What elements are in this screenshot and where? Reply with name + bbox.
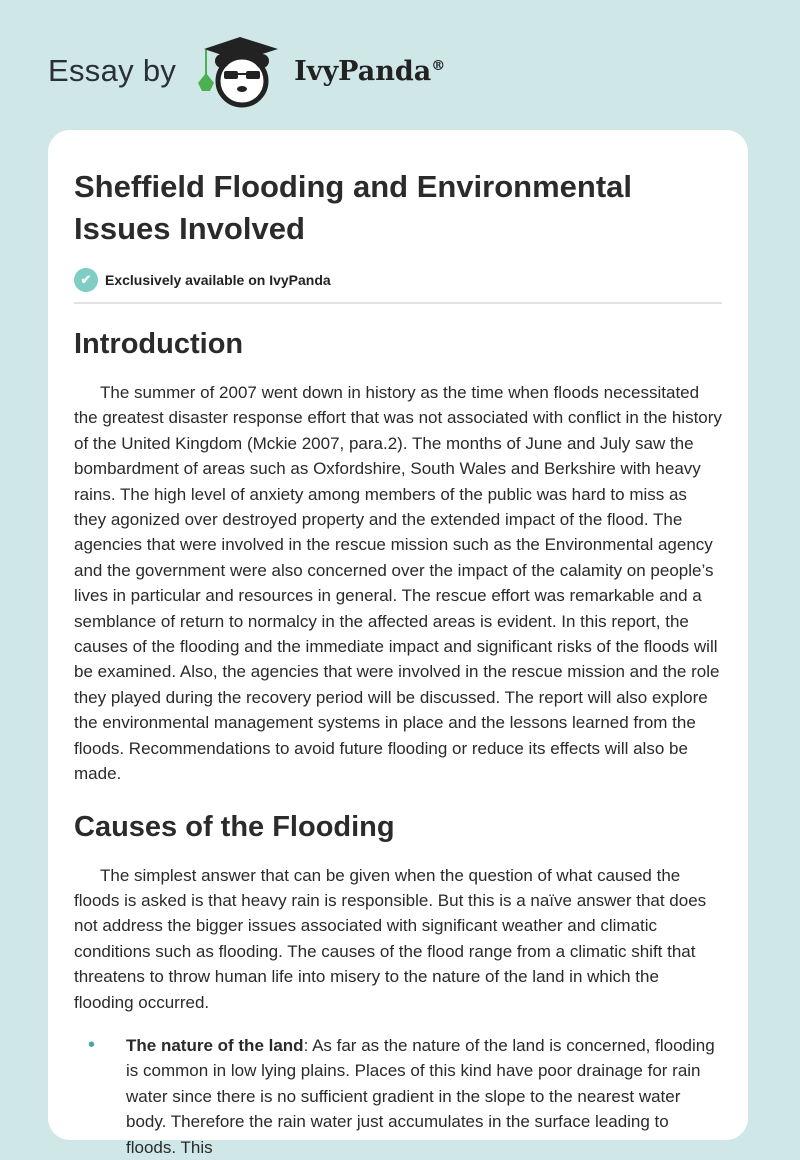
section-heading: Causes of the Flooding	[74, 810, 395, 843]
brand-name[interactable]	[294, 56, 445, 87]
site-header	[48, 36, 445, 106]
check-icon: ✔	[74, 268, 98, 292]
essay-by-label: Essay by	[48, 53, 177, 88]
registered-mark: ®	[431, 57, 446, 74]
bullet-list	[74, 1033, 722, 1160]
badge-label: Exclusively available on IvyPanda	[105, 272, 331, 288]
exclusive-badge	[74, 268, 722, 292]
page-title: Sheffield Flooding and Environmental Issues Involved	[74, 169, 633, 246]
list-item-term: The nature of the land	[126, 1035, 304, 1055]
list-item-text: : As far as the nature of the land is concerned, flooding is common in low lying plains. Places of this kind have poor drainage for rain water since there is no sufficient gradient in the slope to the nearest water body. Therefore the rain water just accumulates in the surface leading to floods. This	[126, 1035, 715, 1157]
ivypanda-logo-icon[interactable]	[194, 33, 286, 109]
brand-text: IvyPanda	[294, 55, 432, 87]
essay-card	[48, 130, 748, 1157]
section-paragraph: The simplest answer that can be given when the question of what caused the floods is asked is that heavy rain is responsible. But this is a naïve answer that does not address the bigger issues associated with significant weather and climatic conditions such as flooding. The causes of the flood range from a climatic shift that threatens to throw human life into misery to the nature of the land in which the flooding occurred.	[74, 865, 707, 1012]
section-heading: Introduction	[74, 328, 244, 360]
section-paragraph: The summer of 2007 went down in history as the time when floods necessitated the greatest disaster response effort that was not associated with conflict in the history of the United Kingdom (Mckie 2007, para.2). The months of June and July saw the bombardment of areas such as Oxfordshire, South Wales and Berkshire with heavy rains. The high level of anxiety among members of the public was hard to miss as they agonized over destroyed property and the extended impact of the flood. The agencies that were involved in the rescue mission such as the Environmental agency and the government were also concerned over the impact of the calamity on people’s lives in particular and resources in general. The rescue effort was remarkable and a semblance of return to normalcy in the affected areas is evident. In this report, the causes of the flooding and the immediate impact and significant risks of the floods will be examined. Also, the agencies that were involved in the rescue mission and the role they played during the recovery period will be discussed. The report will also explore the environmental management systems in place and the lessons learned from the floods. Recommendations to avoid future flooding or reduce its effects will also be made.	[74, 383, 722, 784]
list-item	[74, 1033, 722, 1160]
bullet-icon: •	[88, 1033, 96, 1056]
divider	[74, 302, 722, 304]
